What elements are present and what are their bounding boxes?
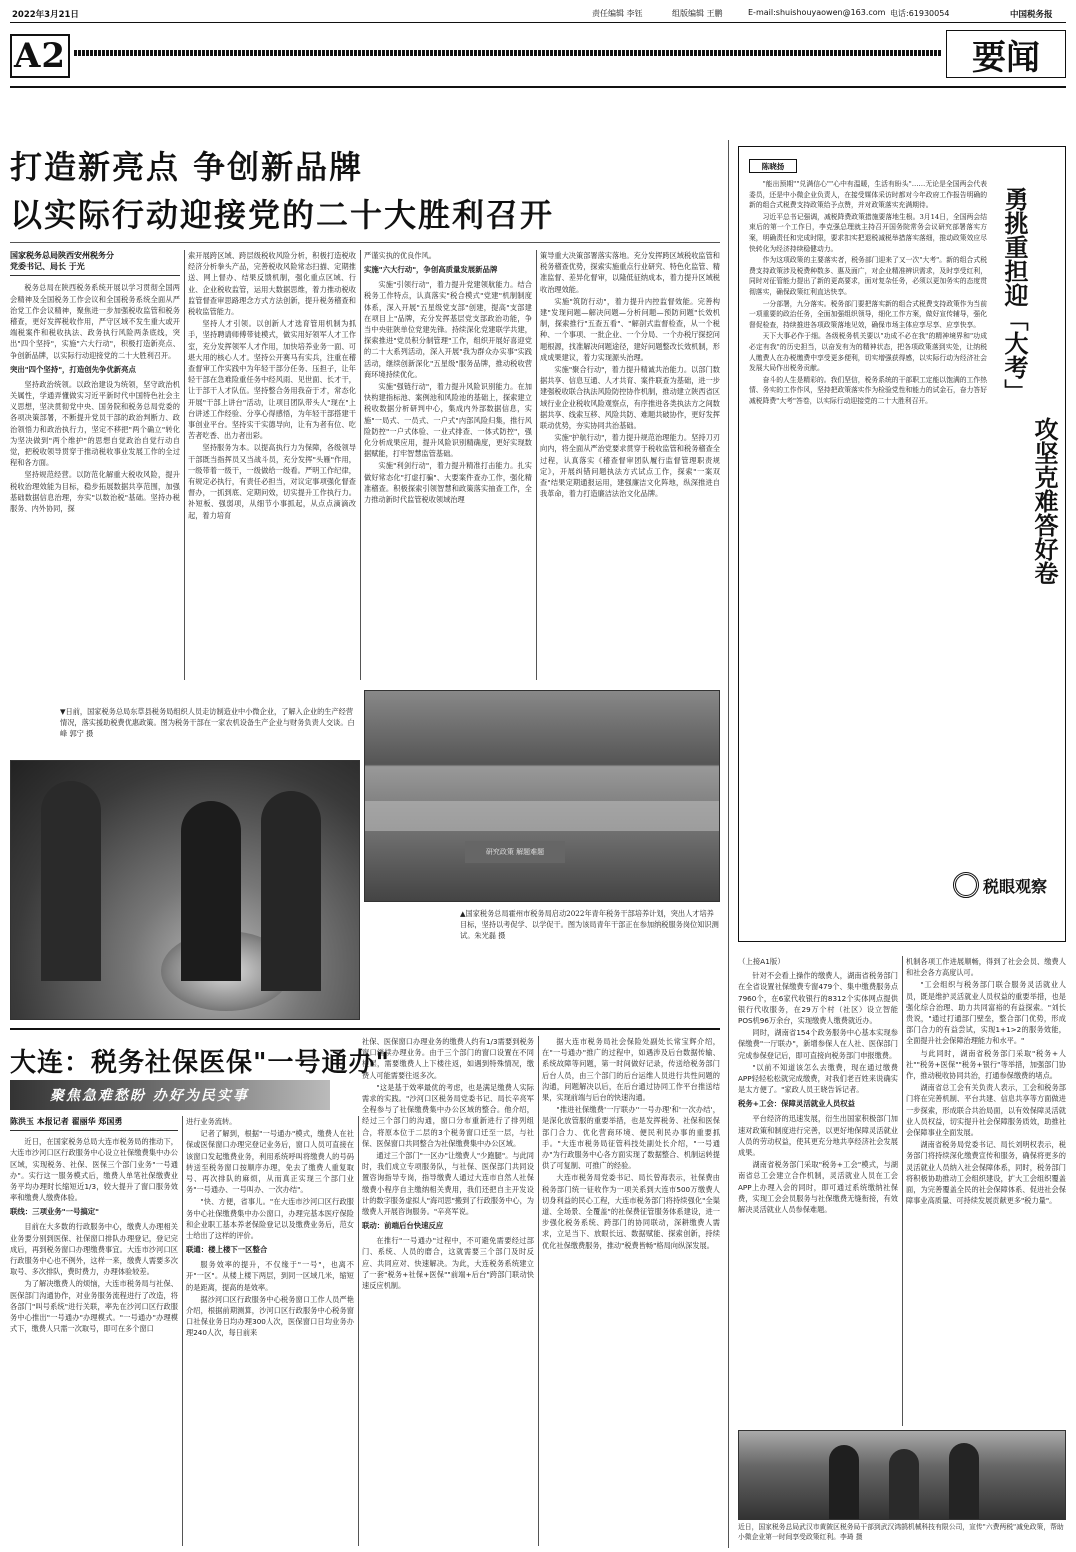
paper-name: 中国税务报 [1010, 10, 1053, 20]
lead-paragraph: 坚持人才引领。以创新人才选育管用机制为抓手，坚持聘请师傅带徒模式，做实用好领军人才工作室，充分发挥领军人才作用，加快培养业务一面、可堪大用的核心人才。坚持公开赛马有实兵，注重在稽查督审工作实践中为年轻干部分任务、压担子，让年轻干部在急难险重任务中经风雨、见世面、长才干，让于部干人才队伍。坚持整合务用我奋于才，常态化开展"干部上讲台"活动，让项目团队带头人"现在"上台讲述工作经验、分享心得感悟，为年轻干部搭建干事创业平台。坚持实干实德导向，让有为者有位、吃苦者吃香、出力者出彩。 [188, 319, 356, 441]
story2-paragraph: "这是基于效率最优的考虑，也是满足缴费人实际需求的实践。"沙河口区税务局党委书记、局长辛亮军全程参与了社保缴费集中办公区域的整合。他介绍，经过三个部门的沟通，窗口分布重新进行了排列组合，将原本位于二层的3个税务窗口迁至一层，与社保、医保窗口共同整合为社保缴费集中办公区域。 [362, 1082, 534, 1148]
story2-column-2 [186, 1116, 354, 1546]
editor-credit: 责任编辑 李钰 [592, 9, 643, 18]
column-divider [184, 250, 185, 680]
lead-headline-rule [10, 242, 720, 243]
story2-paragraph: 大连市税务局党委书记、局长曾海表示，社保费由税务部门统一征收作为一项关系到大连市500万缴费人切身利益的民心工程，大连市税务部门将持续强化"全渠道、全场景、全覆盖"的社保费征管服务体系建设，进一步强化税务系统、跨部门的协同联动，深耕缴费人需求，立足当下、放眼长远、数据赋能、探索创新，持续优化社保缴费服务，推动"税费皆畅"格局向纵深发展。 [542, 1173, 720, 1250]
continuation-paragraph: 平台经济的迅速发展，衍生出国家积极部门加速对政策和制度进行完善，以更好地保障灵活就业人员的劳动权益，使其更充分地共享经济社会发展成果。 [738, 1114, 898, 1158]
lead-subhead: 实施"六大行动"，争创高质量发展新品牌 [364, 265, 498, 275]
section-label: 要闻 [972, 37, 1040, 78]
story2-subhead: 联通：楼上楼下一区整合 [186, 1245, 268, 1255]
commentary-author-box [749, 159, 797, 173]
photo-desk-row [365, 801, 720, 831]
commentary-paragraph: 习近平总书记强调，减税降费政策措施要落地生根。3月14日，全国两会结束后的第一个工作日，李克强总理就主持召开国务院常务会议研究部署落实方案，明确责任和完成时限，要求扣实把退税减税举措落实落细，推动政策效应尽快转化为经济持续稳健动力。 [749, 212, 987, 253]
lead-byline-1: 国家税务总局陕西安州税务分 [10, 251, 114, 260]
story2-paragraph: 记者了解到，根据"一号通办"模式，缴费人在社保或医保窗口办理完登记业务后，窗口人员可直接在该窗口发起缴费业务，利用系统呼叫将缴费人的号码转送至税务窗口按顺序办理，免去了缴费人重复取号、再次排队的麻烦，从而真正实现三个部门业务"一号通办、一号叫办、一次办结"。 [186, 1129, 354, 1195]
lead-column-4 [540, 250, 720, 680]
eye-icon [953, 872, 979, 898]
photo-caption-3: 近日，国家税务总局武汉市黄陂区税务局干部到武汉鸿鹄机械科技有限公司，宣传"六费两税"减免政策，帮助小微企业第一时间享受政策红利。李琦 摄 [738, 1523, 1064, 1541]
commentary-text [749, 179, 987, 859]
continuation-paragraph: "以前不知道该怎么去缴费，现在通过缴费APP轻轻松松就完成缴费，对我们老百姓来说确实是太方便了。"家政人员王晓告诉记者。 [738, 1062, 898, 1095]
commentary-paragraph: 作为这项政策的主要落实者，税务部门迎来了又一次"大考"。新的组合式税费支持政策涉及税费种数多、惠及面广，对企业精准辨识需求，及时享受红利，同时对征管能力提出了新的更高要求，面对复杂任务，必须以更加务实的态度贯彻落实，确保政策红利直达快享。 [749, 256, 987, 296]
masthead [0, 0, 1076, 90]
photo-caption-1: ▼日前，国家税务总局东草县税务局组织人员走访制造业中小微企业，了解入企业的生产经营情况，落实援助税费优惠政策。图为税务干部在一家农机设备生产企业与财务负责人交谈。白峰 郭宁 摄 [60, 707, 355, 738]
story2-subhead: 联线：三项业务"一号搞定" [10, 1207, 99, 1217]
continuation-paragraph: "工会组织与税务部门联合服务灵活就业人员，既是维护灵活就业人员权益的重要举措，也是强化综合治理、助力共同富裕的有益探索。"刘长贵说，"通过打通部门壁垒，整合部门优势，形成部门合力的有益尝试，实现1+1>2的服务效能，全面提升社会保障治理能力和水平。" [906, 980, 1066, 1046]
lead-paragraph: 索开展跨区域、跨层级税收风险分析，积极打造税收经济分析拳头产品，完善税收风险常态扫描、定期推送、网上督办、结果反馈机制，强化重点区域、行业、企业税收监管，运用大数据思维，着力推动税收监管督查审思路理念方式方法创新，提升税务稽查和税收监管能力。 [188, 251, 356, 317]
photo-person [41, 781, 101, 981]
lead-paragraph: 实施"筑防行动"，着力提升内控监督效能。完善构建"发现问题—解决问题—分析问题—预防问题"长效机制，探索推行"五查五看"、"解剖式监督检查，从一个税种、一个事项、一批企业、一个分局、一个办税厅探挖问题根源，找准解决问题途径，建好问题整改长效机制，形成成果建议，着力实现源头治理。 [540, 296, 720, 362]
page-number: A2 [13, 36, 67, 76]
photo-person [261, 791, 321, 991]
lead-paragraph: 策导重大决策部署落实落地。充分发挥跨区域税收监管和税务稽查优势，探索实施重点行业研究、特色化监管、精准监督、差异化督审，以隆低征纳成本，着力提升区域税收治理效能。 [540, 251, 720, 294]
page-divider-vertical [728, 140, 729, 1548]
lead-column-1 [10, 250, 180, 680]
commentary-box [738, 146, 1066, 942]
commentary-author: 陈晓扬 [761, 161, 785, 171]
column-divider [536, 250, 537, 680]
continuation-paragraph: 湖南省税务局党委书记、局长刘明权表示，税务部门将持续深化缴费宣传和服务，确保将更多的灵活就业人员纳入社会保障体系，同时，税务部门将积极协助推动工会组织建设，扩大工会组织覆盖面，为完善覆盖全民的社会保障体系、促进社会保障事业高质量、可持续发展贡献更多"税力量"。 [906, 1140, 1066, 1206]
story2-paragraph: 服务效率的提升，不仅缘于"一号"，也离不开"一区"。从楼上楼下两层，到同一区域几米，缩短的是距离，提高的是效率。 [186, 1260, 354, 1292]
photo-tax-officers-visit-factory [10, 760, 360, 1020]
continuation-paragraph: 湖南省税务部门采取"税务+工会"模式，与湖南省总工会建立合作机制，灵活就业人员在工会APP上办理入会的同时，即可通过系统缴纳社保费，实现工会会员服务与社保缴费无缝衔接，有效解决灵活就业人员参保难题。 [738, 1160, 898, 1215]
lead-column-2 [188, 250, 356, 680]
lead-paragraph: 实施"聚合行动"，着力提升精诚共治能力。以部门数据共享、信息互通、人才共育、案件联查为基础，进一步建强税收联合执法风险防控协作机制，推动建立陕西省区域行业企业税收风险观察点，有序推进各类执法方之间数据共享、线索互移、风险共防、难题共破协作，更好发挥联动优势，夯实协同共治基础。 [540, 365, 720, 431]
continuation-label: （上接A1版） [738, 957, 785, 966]
lead-paragraph: 坚持服务为本。以提高执行力为保障，各级领导干部既当指挥员又当战斗员，充分发挥"头雁"作用，一级带着一级干，一级做给一级看。严明工作纪律，有规定必执行，有责任必担当，对议定事项强化督查督办，一抓到底、定期问效，切实提升工作执行力。补短板、强弱项，从细节小事抓起，从点点滴滴改起，着力培育 [188, 443, 356, 520]
story2-paragraph: 近日，在国家税务总局大连市税务局的推动下，大连市沙河口区行政服务中心设立社保缴费集中办公区域，实现税务、社保、医保三个部门业务"一号通办"。实行这一服务模式后，缴费人单笔社保缴费业务平均办理时长缩短近1/3，较大提升了窗口服务效率和缴费人缴费体验。 [10, 1137, 178, 1203]
story2-column-4 [542, 1036, 720, 1546]
continuation-paragraph: 针对不会看上操作的缴费人，湖南省税务部门在全省设置社保缴费专窗479个、集中缴费服务点7960个，在6家代收银行的8312个实体网点提供银行代收服务，在29万个村（社区）设立智能POS机96万余台，实现缴费人缴费就近办。 [738, 971, 898, 1026]
photo-person [181, 801, 241, 981]
commentary-paragraph: "能出预期""兑满信心""心中有温暖，生活有盼头"……无论是全国两会代表委员，还是中小微企业负责人，在接受媒体采访时都对今年政府工作报告明确的新的组合式税费支持政策给予点赞，并对政策落实充满期待。 [749, 180, 987, 210]
photo-wuhan-company-visit [738, 1430, 1066, 1520]
photo-person [829, 1445, 859, 1520]
story2-column-1 [10, 1116, 178, 1546]
continuation-paragraph: 湖南省总工会有关负责人表示，工会和税务部门将在完善机制、平台共建、信息共享等方面做进一步探索，形成联合共治局面，以有效保障灵活就业人员权益，切实提升社会保障服务质效，助推社会保障事业全面发展。 [906, 1083, 1066, 1138]
column-divider [360, 250, 361, 680]
story2-paragraph: "快、方便，省事儿。"在大连市沙河口区行政服务中心社保缴费集中办公窗口，办理完基本医疗保险和企业职工基本养老保险登记以及缴费业务后，范女士给出了这样的评价。 [186, 1197, 354, 1241]
lead-column-3 [364, 250, 532, 680]
masthead-top-rule [10, 22, 1066, 23]
story2-byline: 陈洪玉 本报记者 翟丽华 郑国勇 [10, 1116, 178, 1131]
story2-paragraph: 据大连市税务局社会保险处副处长常宝辉介绍，在"一号通办"推广的过程中，如遇涉及后台数据传输、系统故障等问题，第一时间做好记录，传送给税务部门后台人员，由三个部门的后台运维人员进行共性问题的沟通，问题解决以后，在后台通过协同工作平台推送结果，实现前端与后台的快速沟通。 [542, 1037, 720, 1103]
photo-banner [465, 841, 565, 863]
lead-headline-1: 打造新亮点 争创新品牌 [10, 148, 364, 186]
commentary-paragraph: 奋斗的人生是精彩的。我们坚信，税务系统的干部职工定能以饱满的工作热情、务实的工作作风，坚持把政策落实作为检验党性和能力的试金石，奋力答好减税降费"大考"答卷，以实际行动迎接党的二十大胜利召开。 [749, 375, 987, 405]
story2-top-rule [10, 1028, 720, 1030]
story2-column-3 [362, 1036, 534, 1546]
story2-paragraph: 进行业务流转。 [186, 1117, 237, 1126]
story2-paragraph: 通过三个部门"一区办"让缴费人"少跑腿"。与此同时，我们成立专项服务队，与社保、医保部门共同设置咨询指导专岗，指导缴费人通过大连市自然人社保缴费小程序自主缴纳相关费用，我们还把自主开发设计的数字服务虚拟人"海司思"搬到了行政服务中心，为缴费人开展咨询服务。"辛亮军说。 [362, 1151, 534, 1217]
lead-byline-2: 党委书记、局长 于光 [10, 261, 180, 276]
lead-headline-2: 以实际行动迎接党的二十大胜利召开 [10, 196, 555, 234]
story2-subhead: 联动：前端后台快速反应 [362, 1221, 444, 1231]
commentary-logo [953, 863, 1057, 907]
lead-paragraph: 坚持规范经营。以防范化解重大税收风险，提升税收治理效能为目标，稳步拓展数据共享范围，加强基础数据信息治理，夯实"以数治税"基础。坚持办税服务、内外协同，探 [10, 470, 180, 514]
commentary-paragraph: 天下大事必作于细。各级税务机关要以"功成不必在我"的精神境界和"功成必定有我"的历史担当，以奋发有为的精神状态，把各项政策落到实处，让纳税人缴费人在办税缴费中享受更多便利，切实增强获得感，以实际行动为经济社会发展大局作出税务贡献。 [749, 332, 987, 373]
column-divider [358, 1116, 359, 1546]
commentary-title-col-2: 攻坚克难答好卷 [1030, 417, 1059, 585]
lead-paragraph: 实施"利剑行动"，着力提升精准打击能力。扎实做好常态化"打虚打骗"、大要案件查办工作，强化精准稽查。积极探索引领智慧和政策落实抽查工作，全力推动新时代监管税收领域治理 [364, 461, 532, 505]
story2-headline: 大连：税务社保医保"一号通办" [10, 1048, 391, 1078]
lead-paragraph: 严谨实执的优良作风。 [364, 251, 436, 260]
story2-paragraph: 社保、医保窗口办理业务的缴费人约有1/3需要到税务窗口继续办理业务。由于三个部门的窗口设置在不同楼层，需要缴费人上下楼往返，如遇到特殊情况，缴费人可能需要往返多次。 [362, 1037, 534, 1080]
commentary-logo-text: 税眼观察 [983, 876, 1048, 896]
continuation-col-1 [738, 956, 898, 1426]
lead-paragraph: 实施"强链行动"，着力提升风险识别能力。在加快构建指标池、案例池和风险池的基础上，探索建立税收数据分析研判中心，集成内外部数据信息，实施"一局式、一员式、一户式"内部风险归集，推行风险防控"一户式体验、一业式排查、一体式防控"，强化分析成果应用，提升风险识别精确度，更好实现数据赋能，打牢智慧监管基础。 [364, 382, 532, 459]
continuation-paragraph: 同时，湖南省154个政务服务中心基本实现参保缴费"一厅联办"，新增参保人在人社、医保部门完成参保登记后，即可直接向税务部门申报缴费。 [738, 1028, 898, 1060]
story2-paragraph: 在推行"一号通办"过程中，不可避免需要经过部门、系统、人员的磨合，这就需要三个部门及时反应、共同应对、快速解决。为此，大连税务系统建立了一套"税务+社保+医保""前端+后台"跨部门联动快速反应机制。 [362, 1236, 534, 1291]
story2-banner-text: 聚焦急难愁盼 办好为民实事 [50, 1088, 249, 1104]
column-divider [538, 1036, 539, 1546]
designer-credit: 组版编辑 王鹏 [672, 9, 723, 18]
continuation-paragraph: 机制各项工作进展顺畅，得到了社会会员、缴费人和社会各方高度认可。 [906, 957, 1066, 978]
story2-paragraph: 为了解决缴费人的烦恼，大连市税务局与社保、医保部门沟通协作，对业务服务流程进行了改造，将各部门"叫号系统"进行关联，率先在沙河口区行政服务中心推出"一号通办"办理模式。"一号通办"办理模式下，缴费人只需一次取号，即可在多个窗口 [10, 1279, 178, 1334]
lead-paragraph: 实施"护航行动"，着力提升规范治理能力。坚持刀刃向内，将全面从严治党要求贯穿于税收监管和税务稽查全过程，认真落实《稽查督审团队履行监督管理职责规定》，开展纠错问题执法方式试点工作，探索"一案双查"结果定期通报运用，建强廉洁文化阵地，纵深推进自我革命，着力打造廉洁法治文化品牌。 [540, 433, 720, 499]
photo-young-staff-test [364, 690, 720, 902]
lead-subhead: 突出"四个坚持"，打造创先争优新亮点 [10, 364, 136, 374]
continuation-subhead: 税务+工会：保障灵活就业人员权益 [738, 1099, 856, 1109]
section-label-box [946, 30, 1066, 78]
lead-paragraph: 税务总局在陕西税务系统开展以学习贯彻全国两会精神及全国税务工作会议和全国税务系统全面从严治党工作会议精神，聚焦进一步加强税收监管和税务稽查，更好发挥税收作用，严守区域不发生重大或开端税案件和税收执法、政务执行风险两条底线，突出"四个坚持"，实施"六大行动"，积极打造新亮点、争创新品牌，以实际行动迎接党的二十大胜利召开。 [10, 283, 180, 360]
photo-caption-2: ▲国家税务总局霍州市税务局启动2022年青年税务干部培养计划，突出人才培养目标，坚持以考促学、以学促干。图为该局青年干部正在参加纳税服务岗位知识测试。朱光磊 摄 [460, 909, 719, 940]
page-number-box [10, 34, 70, 78]
photo-person [949, 1443, 979, 1520]
issue-date: 2022年3月21日 [12, 10, 79, 20]
story2-paragraph: "推进社保缴费'一厅联办''一号办理'和'一次办结'，是深化放管服的重要举措，也是发挥税务、社保和医保部门合力、优化营商环境、便民利民办事的重要抓手。"大连市税务局征管科技处副处长介绍，"一号通办"为行政服务中心各方面实现了数据整合、机制运转提供了可复制、可推广的经验。 [542, 1105, 720, 1171]
photo-banner-text: 研究政策 解题难题 [485, 848, 545, 856]
column-divider [182, 1116, 183, 1546]
commentary-title-col-1: 勇挑重担迎「大考」 [1000, 187, 1029, 403]
photo-person [889, 1449, 919, 1520]
continuation-paragraph: 与此同时，湖南省税务部门采取"税务+人社""税务+医保""税务+银行"等举措，加强部门协作，推动税收协同共治，打通参保缴费的堵点。 [906, 1048, 1066, 1081]
commentary-paragraph: 一分部署，九分落实。税务部门要把落实新的组合式税费支持政策作为当前一项重要的政治任务，全面加强组织领导，细化工作方案，做好宣传辅导，强化督促检查，持续推进各项政策落地见效，确保市场主体应享尽享、应享快享。 [749, 299, 987, 329]
column-divider [902, 956, 903, 1426]
contact-phone: 电话:61930054 [890, 9, 950, 18]
story2-banner [10, 1080, 330, 1110]
contact-email: E-mail:shuishouyaowen@163.com [748, 8, 886, 17]
masthead-bar [74, 50, 942, 56]
masthead-bottom-rule [10, 86, 1066, 88]
lead-paragraph: 实施"引领行动"，着力提升党建领航能力。结合税务工作特点，认真落实"税合模式"党建"机制制度体系，深入开展"五星级党支部"创建，提高"支部建在项目上"品牌，充分发挥基层党支部政治功能，争当中央驻陕单位党建先锋。持续深化党建联学共建，探索推进"党员积分制管理"工作，组织开展好喜迎党的二十大系列活动，深入开展"我为群众办实事"实践活动，继续创新深化"五星级"服务品牌，推动税收营商环境持续优化。 [364, 280, 532, 379]
story2-paragraph: 据沙河口区行政服务中心税务窗口工作人员严艳介绍，根据前期测算，沙河口区行政服务中心税务窗口社保业务日均办理300人次，医保窗口日均业务办理240人次，每日前来 [186, 1294, 354, 1338]
story2-paragraph: 目前在大多数的行政服务中心，缴费人办理相关业务要分别到医保、社保窗口排队办理登记，登记完成后，再到税务窗口办理缴费事宜。大连市沙河口区行政服务中心也不例外，这样一来，缴费人需要多次取号、多次排队，费时费力，办理体验较差。 [10, 1222, 178, 1277]
continuation-col-2 [906, 956, 1066, 1426]
lead-paragraph: 坚持政治统领。以政治建设为统领，坚守政治机关属性，学通弄懂做实习近平新时代中国特色社会主义思想，坚决贯彻党中央、国务院和税务总局党委的各项决策部署，不断提升党员干部的政治判断力、政治领悟力和政治执行力，坚定不移把"两个确立"转化为坚决做到"两个维护"的思想自觉政治自觉行动自觉，把税收领导贯穿于推动税收事业发展工作的全过程和各方面。 [10, 379, 180, 468]
